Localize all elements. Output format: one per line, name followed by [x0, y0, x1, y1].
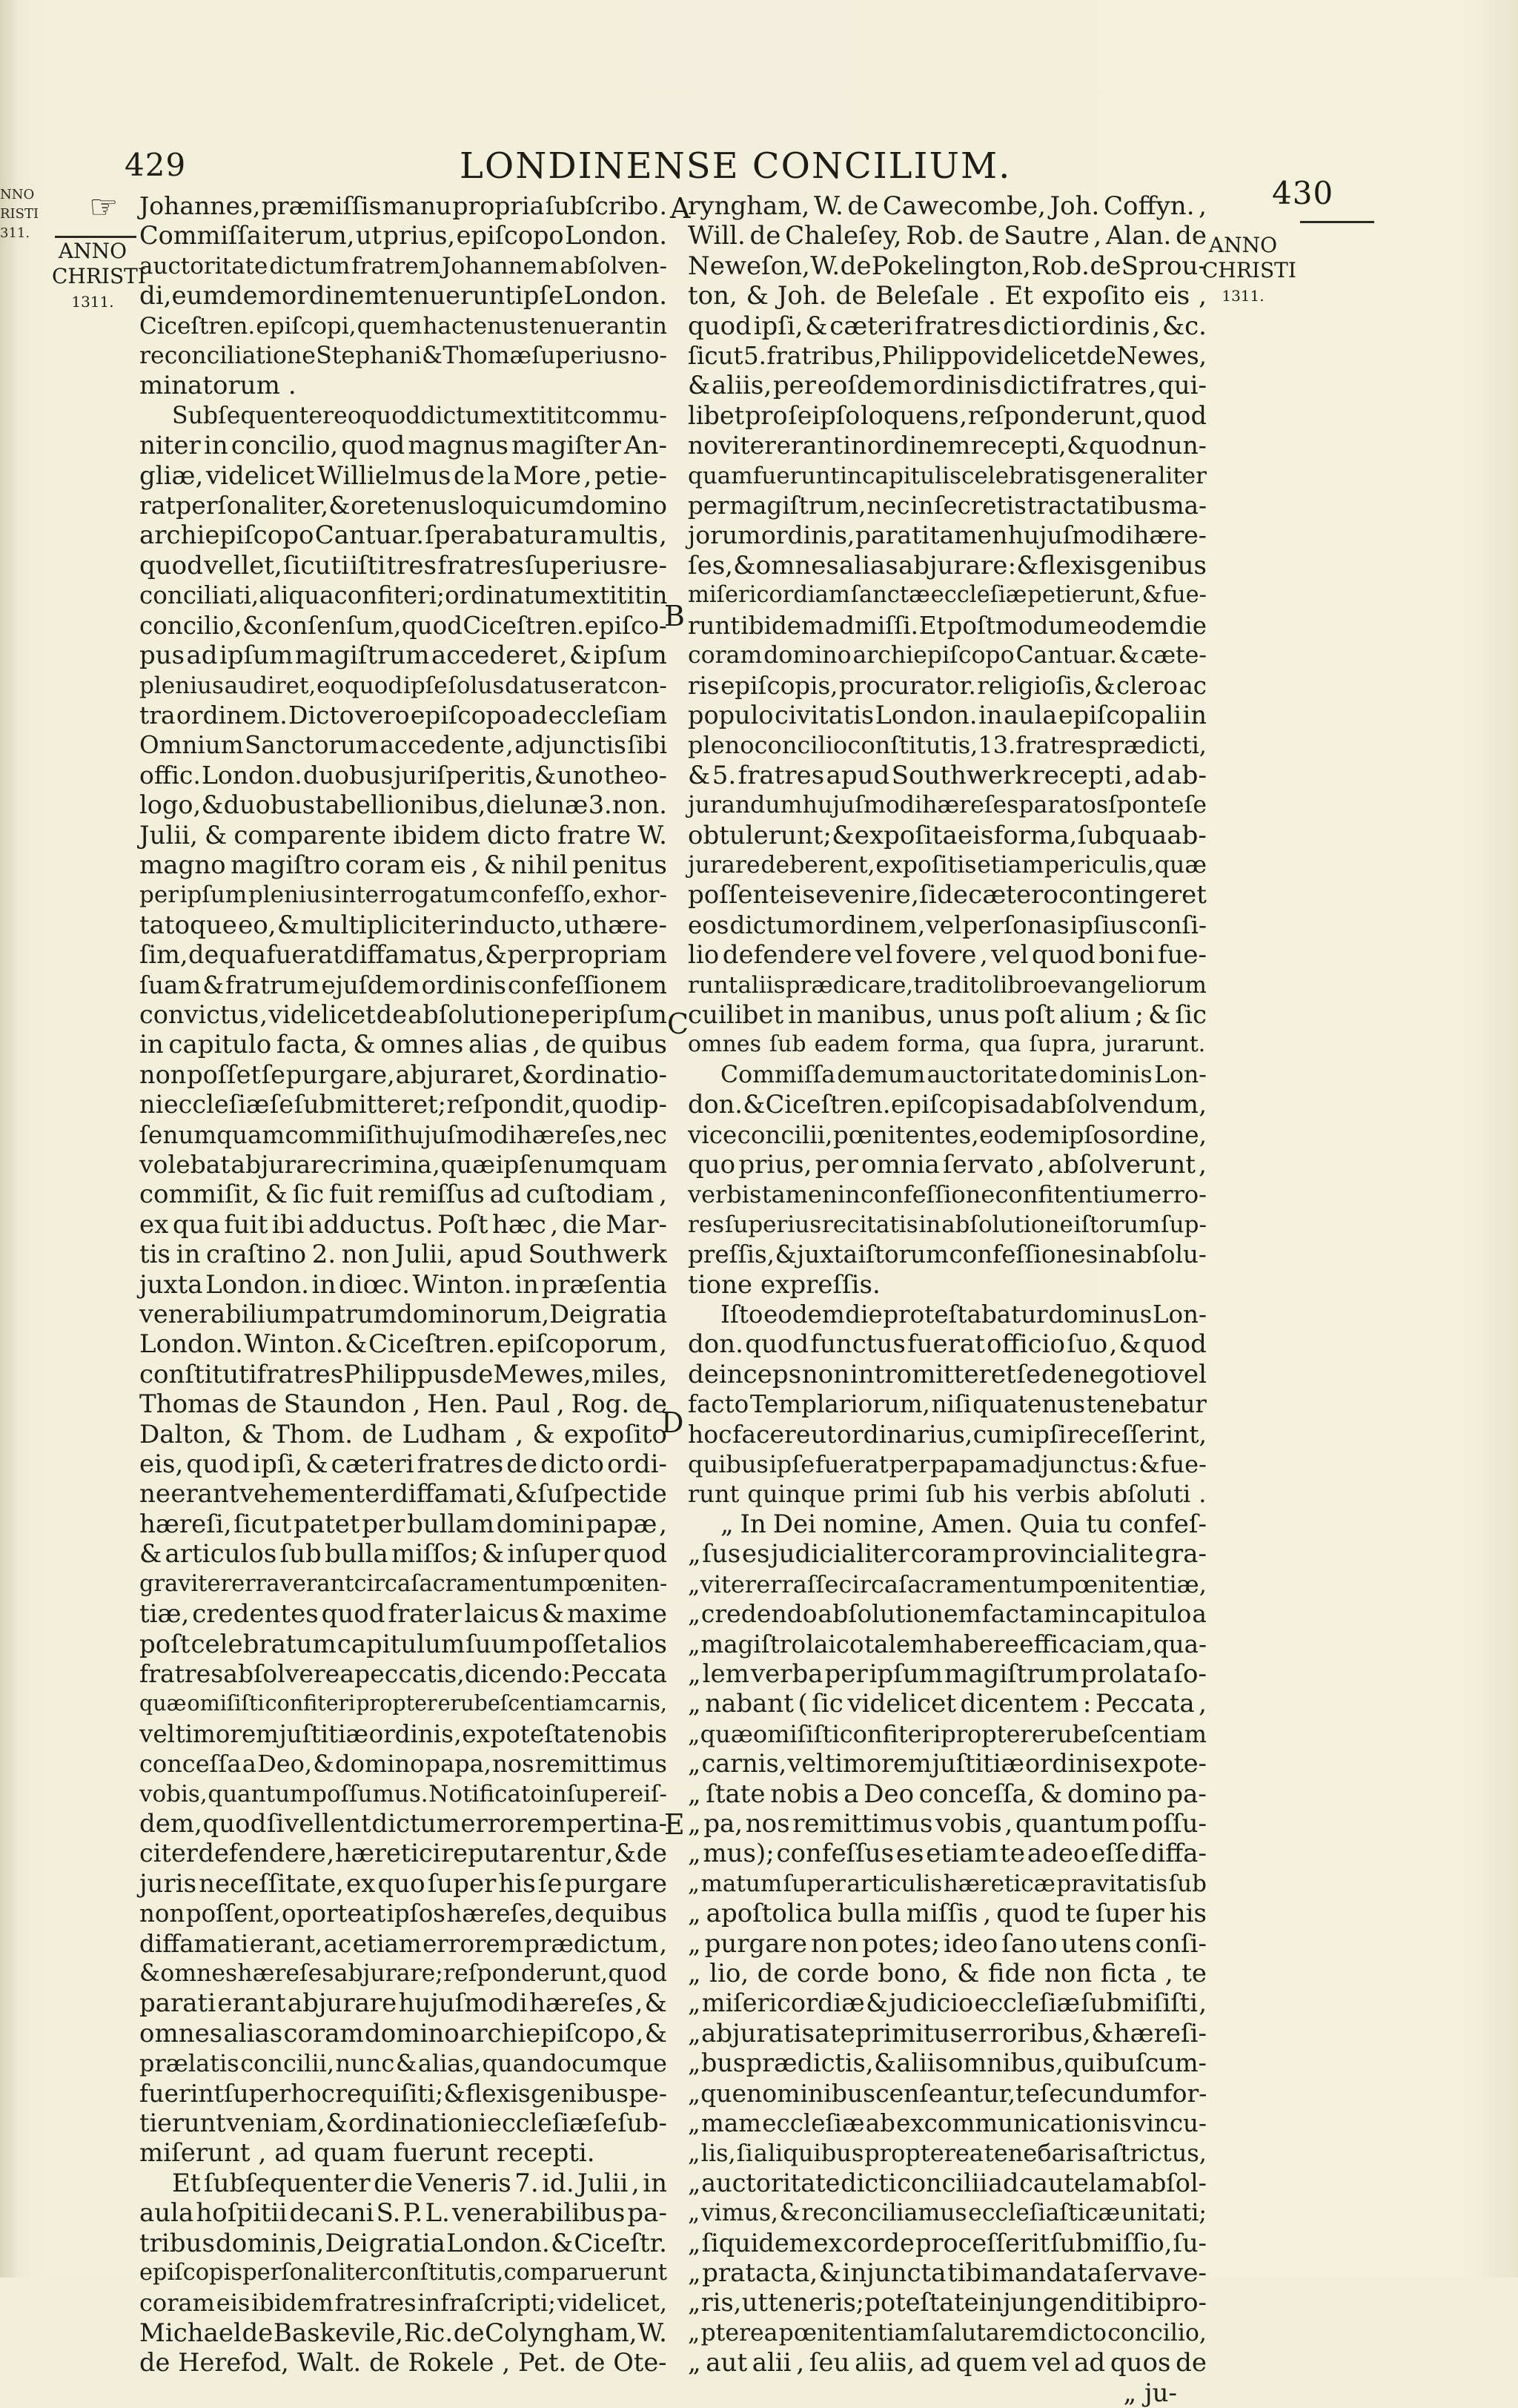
text-line: Commiſſa demum auctoritate dominis Lon- [720, 1061, 1207, 1088]
text-line: auctoritate dictum fratrem Johannem abſolven- [139, 252, 667, 280]
text-line: Iſto eodem die proteſtabatur dominus Lon- [720, 1300, 1207, 1329]
text-line: „ lis, ſi aliquibus propterea teneбaris aſtrictus, [688, 2139, 1207, 2168]
text-line: „ ſus es judicialiter coram provinciali te gra- [688, 1539, 1207, 1570]
text-line: citer defendere , hæretici reputarentur , & de [139, 1839, 667, 1868]
text-line: eos dictum ordinem , vel perſonas ipſius conſi- [688, 910, 1207, 939]
text-line: venerabilium patrum dominorum , Dei gratia [139, 1300, 668, 1329]
text-line: dem, quod ſi vellent dictum errorem pertina- [139, 1808, 667, 1839]
text-line: ſim, de qua fuerat diffamatus, & per propriam [139, 940, 667, 970]
text-line: aula hoſpitii decani S. P. L. venerabilibus pa- [139, 2198, 667, 2229]
text-line: tra ordinem. Dicto vero epiſcopo ad eccleſiam [139, 700, 667, 730]
text-line: Et ſubſequenter die Veneris 7. id. Julii , in [172, 2168, 667, 2198]
text-line: vice concilii, pœnitentes, eodem ipſos ordine, [688, 1120, 1207, 1149]
text-line: jurare deberent, expoſitis etiam periculis, quæ [688, 851, 1207, 879]
text-line: di, eumdem ordinem tenuerunt ipſe London. [139, 281, 668, 311]
text-line: volebat abjurare crimina , quæ ipſe numquam [139, 1150, 667, 1179]
text-line: „ mus); confeſſus es etiam te adeo eſſe diffa- [688, 1839, 1207, 1869]
text-line: pleno concilio conſtitutis, 13. fratres prædicti, [688, 731, 1207, 760]
margin-rule-left [55, 236, 136, 238]
text-line: „ lem verba per ipſum magiſtrum prolata ſo- [688, 1658, 1207, 1689]
text-line: logo, & duobus tabellionibus, die lunæ 3. non. [139, 790, 667, 820]
text-line: omnes alias coram domino archiepiſcopo , & [139, 2018, 667, 2048]
text-line: deinceps non intromitteret ſe de negotio vel [688, 1359, 1207, 1389]
text-line: tierunt veniam, & ordinationi eccleſiæ ſe ſub- [139, 2108, 667, 2137]
text-line: de Herefod, Walt. de Rokele , Pet. de Ote- [139, 2348, 667, 2378]
anno-label: ANNO [1208, 233, 1278, 257]
running-title: LONDINENSE CONCILIUM. [460, 145, 1012, 187]
text-line: reconciliatione Stephani & Thomæ ſuperius no- [139, 343, 667, 370]
christi-label: CHRISTI [52, 264, 146, 288]
text-line: „ ſtate nobis a Deo conceſſa, & domino pa- [688, 1779, 1207, 1809]
text-line: ſes, & omnes alias abjurare : & flexis genibus [688, 550, 1207, 580]
text-line: epiſcopis perſonaliter conſtitutis , comparuerunt [139, 2260, 667, 2286]
text-line: „ ris, ut teneris; poteſtate injungendi tibi pro- [688, 2288, 1207, 2318]
gutter-line: RISTI [0, 206, 39, 222]
text-line: non poſſet ſe purgare, abjuraret, & ordinatio- [139, 1059, 667, 1089]
text-line: eis, quod ipſi, & cæteri fratres de dicto ordi- [139, 1449, 667, 1480]
page-number-right: 430 [1272, 175, 1334, 211]
text-line: London. Winton. & Ciceſtren. epiſcoporum , [139, 1329, 667, 1360]
text-line: offic. London. duobus juriſperitis, & uno theo- [139, 760, 667, 790]
text-line: Michael de Baskevile, Ric. de Colyngham, W. [139, 2318, 667, 2348]
text-line: juxta London. in diœc. Winton. in præſentia [139, 1269, 667, 1300]
facing-page-edge [0, 0, 18, 2278]
gutter-line: 311. [0, 225, 30, 241]
text-line: „ credendo abſolutionem factam in capitulo a [688, 1599, 1207, 1629]
text-line: Commiſſa iterum, ut prius, epiſcopo London. [139, 221, 667, 251]
text-line: conceſſa a Deo, & domino papa, nos remittimus [139, 1750, 667, 1779]
text-line: niter in concilio, quod magnus magiſter An- [139, 431, 667, 461]
text-line: juris neceſſitate, ex quo ſuper his ſe purgare [139, 1868, 667, 1899]
text-line: „ abjuratis a te primitus erroribus , & hæreſi- [688, 2018, 1207, 2048]
text-line: don. quod functus fuerat officio ſuo , & quod [688, 1329, 1207, 1360]
text-line: „ vimus, & reconciliamus eccleſiaſticæ unitati; [688, 2200, 1207, 2227]
text-line: minatorum . [139, 371, 296, 401]
text-line: parati erant abjurare hujuſmodi hæreſes , & [139, 1988, 667, 2019]
pointing-hand-icon: ☞ [89, 188, 119, 226]
page-number-left: 429 [125, 147, 187, 183]
text-column-left [139, 191, 667, 2378]
text-line: tribus dominis, Dei gratia London. & Ciceſtr. [139, 2228, 667, 2258]
margin-note-left [52, 239, 146, 314]
text-column-right [688, 191, 1207, 2408]
text-line: facto Templariorum, niſi quatenus tenebatur [688, 1390, 1207, 1419]
text-line: verbis tamen in confeſſione confitentium erro- [688, 1180, 1207, 1209]
text-line: & 5. fratres apud Southwerk recepti , ad ab- [688, 760, 1207, 790]
text-line: runt quinque primi ſub his verbis abſoluti . [688, 1480, 1207, 1509]
text-line: ryngham, W. de Cawecombe, Joh. Coffyn. , [688, 191, 1207, 221]
text-line: „ mam eccleſiæ ab excommunicationis vincu- [688, 2109, 1207, 2137]
text-line: „ purgare non potes; ideo ſano utens conſi- [688, 1928, 1207, 1959]
text-line: Thomas de Staundon , Hen. Paul , Rog. de [139, 1389, 667, 1420]
text-line: „ apoſtolica bulla miſſis , quod te ſuper his [688, 1899, 1207, 1929]
text-line: fuerint ſuper hoc requiſiti; & flexis genibus pe- [139, 2078, 667, 2108]
text-line: Subſequenter eo quod dictum extitit commu- [172, 402, 667, 429]
text-line: Neweſon, W. de Pokelington, Rob. de Sprou- [688, 251, 1207, 281]
text-line: tione expreſſis. [688, 1269, 881, 1300]
text-line: miſerunt , ad quam fuerunt recepti. [139, 2138, 595, 2169]
text-line: ni eccleſiæ ſe ſubmitteret; reſpondit , quod ip- [139, 1090, 667, 1119]
text-line: tiæ, credentes quod frater laicus & maxime [139, 1599, 667, 1630]
text-line: ſuam & fratrum ejuſdem ordinis confeſſionem [139, 970, 667, 999]
section-letter-c: C [667, 1008, 689, 1040]
text-line: populo civitatis London. in aula epiſcopali in [688, 700, 1207, 730]
text-line: tatoque eo, & multipliciter inducto, ut hære- [139, 910, 667, 940]
text-line: coram domino archiepiſcopo Cantuar. & cæte- [688, 642, 1207, 669]
text-line: commiſit, & ſic fuit remiſſus ad cuſtodiam , [139, 1180, 667, 1210]
text-line: „ quæ omiſiſti confiteri propter erubeſcentiam [688, 1719, 1207, 1748]
text-line: fratres abſolvere a peccatis, dicendo : Peccata [139, 1658, 667, 1688]
text-line: conſtituti fratres Philippus de Mewes , miles , [139, 1359, 668, 1389]
text-line: omnes ſub eadem forma, qua ſupra, jurarunt. [688, 1031, 1206, 1058]
text-line: convictus , videlicet de abſolutione per ipſum [139, 999, 667, 1029]
text-line: obtulerunt; & expoſita eis forma, ſub qua ab- [688, 820, 1207, 850]
text-line: „ viter erraſſe circa ſacramentum pœnitentiæ , [688, 1570, 1207, 1598]
text-line: runt ibidem admiſſi. Et poſtmodum eodem die [688, 611, 1207, 640]
text-line: libet pro ſeipſo loquens , reſponderunt , quod [688, 400, 1207, 430]
text-line: cuilibet in manibus, unus poſt alium ; & ſic [688, 999, 1207, 1030]
text-line: archiepiſcopo Cantuar. ſperabatur a multis , [139, 520, 667, 551]
text-line: „ In Dei nomine, Amen. Quia tu confeſ- [720, 1509, 1207, 1539]
text-line: quod ipſi, & cæteri fratres dicti ordinis , &c. [688, 311, 1207, 341]
text-line: Johannes, præmiſſis manu propria ſubſcribo . [139, 191, 667, 220]
text-line: preſſis, & juxta iſtorum confeſſiones in abſolu- [688, 1240, 1207, 1269]
text-line: vobis, quantum poſſumus. Notificato inſuper eiſ- [139, 1780, 667, 1807]
text-line: „ que nominibus cenſeantur, te ſecundum for- [688, 2078, 1207, 2108]
text-line: „ pratacta, & injuncta tibi mandata ſervave- [688, 2258, 1207, 2289]
text-line: „ carnis, vel timorem juſtitiæ ordinis ex pote- [688, 1749, 1207, 1779]
text-line: magno magiſtro coram eis , & nihil penitus [139, 850, 667, 880]
text-line: conciliati, aliqua confiteri; ordinatum extitit in [139, 581, 668, 610]
text-line: Omnium Sanctorum accedente , adjunctis ſibi [139, 731, 667, 760]
text-line: „ lio, de corde bono, & fide non ficta , te [688, 1958, 1207, 1988]
margin-rule-right [1300, 221, 1374, 223]
text-line: „ matum ſuper articulis hæreticæ pravitatis ſub [688, 1870, 1207, 1897]
text-line: diffamati erant, ac etiam errorem prædictum , [139, 1929, 667, 1958]
text-line: Dalton, & Thom. de Ludham , & expoſito [139, 1419, 667, 1449]
text-line: Will. de Chaleſey, Rob. de Sautre , Alan. de [688, 221, 1207, 251]
text-line: pus ad ipſum magiſtrum accederet , & ipſum [139, 641, 667, 671]
text-line: quibus ipſe fuerat per papam adjunctus : & fue- [688, 1450, 1207, 1479]
text-line: ris epiſcopis, procurator. religioſis, & clero ac [688, 671, 1207, 700]
text-line: lio defendere vel fovere , vel quod boni fue- [688, 940, 1207, 970]
section-letter-a: A [670, 192, 691, 225]
text-line: quod vellet, ſicuti iſti tres fratres ſuperius re- [139, 550, 667, 580]
text-line: runt aliis prædicare, tradito libro evangeliorum [688, 971, 1207, 999]
text-line: „ magiſtro laico talem habere efficaciam , qua- [688, 1630, 1207, 1658]
section-letter-e: E [664, 1808, 685, 1841]
text-line: per ipſum plenius interrogatum confeſſo, exhor- [139, 882, 667, 909]
text-line: & aliis, per eoſdem ordinis dicti fratres , qui- [688, 371, 1207, 401]
margin-note-right [1202, 233, 1296, 308]
text-line: quo prius, per omnia ſervato , abſolverunt , [688, 1150, 1207, 1180]
text-line: tis in craſtino 2. non Julii, apud Southwerk [139, 1240, 667, 1270]
text-line: graviter erraverant circa ſacramentum pœniten- [139, 1570, 668, 1597]
text-line: ne erant vehementer diffamati , & ſuſpecti de [139, 1479, 667, 1509]
section-letter-b: B [664, 600, 685, 632]
text-line: coram eis ibidem fratres infraſcripti; videlicet, [139, 2289, 667, 2318]
text-line: don. & Ciceſtren. epiſcopis ad abſolvendum , [688, 1090, 1207, 1119]
anno-year: 1311. [71, 293, 114, 311]
text-line: „ ju- [1123, 2378, 1177, 2408]
text-line: „ ſiquidem ex corde proceſſerit ſubmiſſio, ſu- [688, 2228, 1207, 2258]
text-line: „ bus prædictis, & aliis omnibus , quibuſcum- [688, 2048, 1207, 2078]
text-line: „ auctoritate dicti concilii ad cautelam abſol- [688, 2168, 1207, 2197]
section-letter-d: D [661, 1406, 684, 1439]
christi-label: CHRISTI [1202, 258, 1296, 282]
text-line: ton, & Joh. de Beleſale . Et expoſito eis , [688, 281, 1207, 311]
text-line: in capitulo facta, & omnes alias , de quibus [139, 1030, 667, 1060]
text-line: hoc facere ut ordinarius, cum ipſi receſſerint, [688, 1419, 1207, 1449]
text-line: non poſſent, oporteat ipſos hæreſes, de quibus [139, 1899, 667, 1928]
text-line: plenius audiret, eo quod ipſe ſolus datus erat con- [139, 672, 667, 699]
text-line: „ miſericordiæ & judicio eccleſiæ ſubmiſiſti , [688, 1988, 1207, 2018]
text-line: jorum ordinis, parati tamen hujuſmodi hære- [688, 520, 1207, 550]
text-line: quam fuerunt in capitulis celebratis generaliter [688, 462, 1207, 489]
text-line: & omnes hæreſes abjurare; reſponderunt , quod [139, 1959, 667, 1987]
anno-year: 1311. [1222, 287, 1265, 305]
text-line: Ciceſtren. epiſcopi, quem hactenus tenuerant in [139, 312, 667, 340]
anno-label: ANNO [58, 239, 127, 263]
text-line: & articulos ſub bulla miſſos; & inſuper quod [139, 1539, 667, 1570]
text-line: poſt celebratum capitulum ſuum poſſet alios [139, 1629, 667, 1659]
text-line: concilio , & conſenſum, quod Ciceſtren. epiſco- [139, 611, 667, 640]
text-line: hæreſi, ſicut patet per bullam domini papæ , [139, 1509, 667, 1539]
gutter-line: NNO [0, 187, 35, 202]
text-line: „ aut alii , ſeu aliis, ad quem vel ad quos de [688, 2348, 1207, 2378]
text-line: „ nabant ( ſic videlicet dicentem : Peccata , [688, 1689, 1207, 1719]
text-line: quæ omiſiſti confiteri propter erubeſcentiam carnis, [139, 1691, 667, 1716]
text-line: poſſent eis evenire , ſi de cætero contingeret [688, 880, 1207, 910]
facing-page-margin-note [0, 185, 39, 243]
text-line: res ſuperius recitatis in abſolutione iſtorum ſup- [688, 1211, 1207, 1238]
text-line: gliæ, videlicet Willielmus de la More , petie- [139, 460, 667, 491]
text-line: Julii, & comparente ibidem dicto fratre W. [139, 820, 667, 850]
text-line: ex qua fuit ibi adductus. Poſt hæc , die Mar- [139, 1209, 667, 1240]
text-line: jurandum hujuſmodi hæreſes paratos ſponte ſe [688, 792, 1207, 819]
text-line: prælatis concilii, nunc & alias, quandocumque [139, 2049, 667, 2078]
text-line: miſericordiam ſanctæ eccleſiæ petierunt, & fue- [688, 582, 1207, 609]
text-line: ſe numquam commiſit hujuſmodi hæreſes, nec [139, 1120, 667, 1149]
text-line: rat perſonaliter, & oretenus loqui cum domino [139, 491, 667, 520]
text-line: per magiſtrum, nec in ſecretis tractatibus ma- [688, 492, 1207, 520]
text-line: noviter erant in ordinem recepti, & quod nun- [688, 431, 1207, 460]
text-line: ſicut 5. fratribus , Philippo videlicet de Newes, [688, 342, 1207, 371]
text-line: vel timorem juſtitiæ ordinis , ex poteſtate nobis [139, 1719, 667, 1748]
text-line: „ pterea pœnitentiam ſalutarem dicto concilio, [688, 2319, 1207, 2346]
text-line: „ pa, nos remittimus vobis , quantum poſſu- [688, 1808, 1207, 1839]
